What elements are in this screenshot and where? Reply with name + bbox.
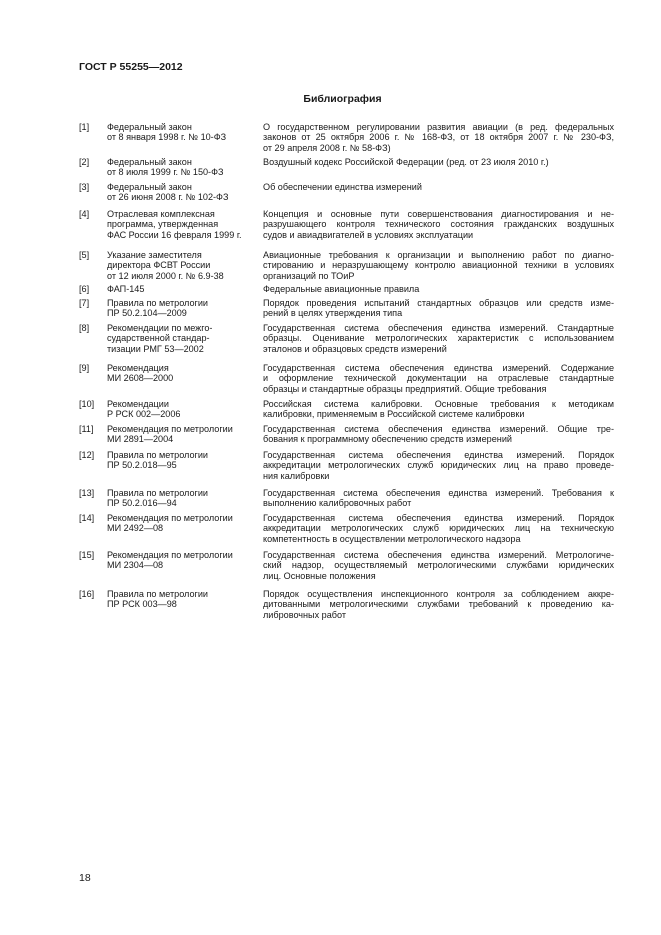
- source-line: ПР 50.2.016—94: [107, 498, 177, 509]
- description-line: Авиационные требования к организации и выполнению работ по диагно-: [263, 250, 614, 260]
- page-number: 18: [79, 872, 91, 884]
- entry-source: [107, 363, 255, 384]
- entry-description: [263, 284, 614, 294]
- source-line: программа, утвержденная: [107, 219, 219, 230]
- entry-description: [263, 424, 614, 445]
- source-line: ФАП-145: [107, 284, 145, 294]
- entry-number: [10]: [79, 399, 95, 409]
- description-line: аккредитации метрологических служб юридических лиц на техническую: [263, 523, 614, 534]
- source-line: Рекомендации по межго-: [107, 323, 213, 333]
- source-line: Федеральный закон: [107, 157, 192, 167]
- entry-source: [107, 298, 255, 319]
- source-line: МИ 2608—2000: [107, 373, 174, 384]
- description-line: судов и авиадвигателей в условиях эксплуатации: [263, 229, 474, 240]
- description-line: Порядок проведения испытаний стандартных образцов или средств изме-: [263, 298, 614, 308]
- source-line: Рекомендации: [107, 399, 169, 409]
- source-line: МИ 2891—2004: [107, 434, 174, 445]
- description-line: ния калибровки: [263, 470, 330, 481]
- source-line: тизации РМГ 53—2002: [107, 343, 204, 354]
- entry-description: [263, 550, 614, 581]
- description-line: Воздушный кодекс Российской Федерации (ред. от 23 июля 2010 г.): [263, 157, 549, 167]
- entry-number: [8]: [79, 323, 90, 333]
- description-line: и оформление технической документации на отраслевые стандартные: [263, 373, 614, 384]
- description-line: образцы. Оценивание метрологических характеристик с использованием: [263, 333, 614, 344]
- entry-source: [107, 424, 255, 445]
- source-line: Федеральный закон: [107, 182, 192, 192]
- entry-source: [107, 182, 255, 203]
- source-line: ПР 50.2.104—2009: [107, 308, 187, 319]
- entry-number: [5]: [79, 250, 90, 260]
- entry-description: [263, 298, 614, 319]
- entry-number: [11]: [79, 424, 94, 434]
- entry-description: [263, 122, 614, 153]
- source-line: Рекомендация по метрологии: [107, 513, 233, 523]
- source-line: сударственной стандар-: [107, 333, 210, 344]
- source-line: Правила по метрологии: [107, 450, 208, 460]
- source-line: Правила по метрологии: [107, 488, 208, 498]
- entry-number: [13]: [79, 488, 95, 498]
- entry-description: [263, 513, 614, 544]
- description-line: законов от 25 октября 2006 г. № 168-ФЗ, от 18 октября 2007 г. № 230-ФЗ,: [263, 132, 614, 143]
- description-line: разрушающего контроля технического состояния гражданских воздушных: [263, 219, 614, 230]
- description-line: ский надзор, осуществляемый метрологическими службами юридических: [263, 560, 614, 571]
- source-line: МИ 2304—08: [107, 560, 164, 571]
- source-line: от 26 июня 2008 г. № 102-ФЗ: [107, 192, 229, 203]
- source-line: от 12 июля 2000 г. № 6.9-38: [107, 270, 224, 281]
- source-line: от 8 июля 1999 г. № 150-ФЗ: [107, 167, 224, 178]
- description-line: Государственная система обеспечения единства измерений. Порядок: [263, 450, 614, 460]
- description-line: калибровки, применяемым в Российской системе калибровки: [263, 409, 525, 420]
- bibliography-title: Библиография: [303, 93, 382, 105]
- entry-description: [263, 488, 614, 509]
- entry-source: [107, 323, 255, 354]
- entry-description: [263, 250, 614, 281]
- description-line: лиц. Основные положения: [263, 570, 376, 581]
- source-line: Р РСК 002—2006: [107, 409, 181, 420]
- entry-description: [263, 363, 614, 394]
- entry-number: [15]: [79, 550, 95, 560]
- description-line: Государственная система обеспечения единства измерений. Порядок: [263, 513, 614, 523]
- entry-source: [107, 513, 255, 534]
- entry-source: [107, 589, 255, 610]
- entry-source: [107, 209, 255, 240]
- entry-number: [14]: [79, 513, 95, 523]
- source-line: Рекомендация по метрологии: [107, 550, 233, 560]
- entry-source: [107, 250, 255, 281]
- description-line: Государственная система обеспечения единства измерений. Требования к: [263, 488, 614, 498]
- entry-description: [263, 157, 614, 167]
- source-line: ПР 50.2.018—95: [107, 460, 177, 471]
- entry-number: [1]: [79, 122, 90, 132]
- description-line: рений в целях утверждения типа: [263, 308, 403, 319]
- source-line: от 8 января 1998 г. № 10-ФЗ: [107, 132, 227, 143]
- entry-number: [7]: [79, 298, 90, 308]
- standard-code: ГОСТ Р 55255—2012: [79, 61, 183, 73]
- source-line: Правила по метрологии: [107, 298, 208, 308]
- source-line: Отраслевая комплексная: [107, 209, 215, 219]
- description-line: бования к программному обеспечению средств измерений: [263, 434, 512, 445]
- description-line: образцы и стандартные образцы предприятий. Общие требования: [263, 383, 547, 394]
- entry-source: [107, 157, 255, 178]
- description-line: Государственная система обеспечения единства измерений. Содержание: [263, 363, 614, 373]
- description-line: Российская система калибровки. Основные требования к методикам: [263, 399, 614, 409]
- entry-source: [107, 122, 255, 143]
- source-line: ПР РСК 003—98: [107, 599, 177, 610]
- description-line: организаций по ТОиР: [263, 270, 355, 281]
- description-line: Государственная система обеспечения единства измерений. Метрологиче-: [263, 550, 614, 560]
- entry-number: [3]: [79, 182, 90, 192]
- description-line: Концепция и основные пути совершенствования диагностирования и не-: [263, 209, 614, 219]
- entry-number: [9]: [79, 363, 90, 373]
- description-line: Государственная система обеспечения единства измерений. Общие тре-: [263, 424, 614, 434]
- source-line: Рекомендация: [107, 363, 169, 373]
- source-line: ФАС России 16 февраля 1999 г.: [107, 229, 242, 240]
- entry-source: [107, 550, 255, 571]
- description-line: О государственном регулировании развития авиации (в ред. федеральных: [263, 122, 614, 132]
- description-line: Федеральные авиационные правила: [263, 284, 420, 294]
- description-line: стированию и неразрушающему контролю авиационной техники в условиях: [263, 260, 614, 271]
- entry-description: [263, 209, 614, 240]
- entry-description: [263, 450, 614, 481]
- description-line: Порядок осуществления инспекционного контроля за соблюдением аккре-: [263, 589, 614, 599]
- description-line: от 29 апреля 2008 г. № 58-ФЗ): [263, 142, 391, 153]
- entry-description: [263, 323, 614, 354]
- entry-number: [2]: [79, 157, 90, 167]
- entry-description: [263, 399, 614, 420]
- description-line: выполнению калибровочных работ: [263, 498, 412, 509]
- entry-description: [263, 589, 614, 620]
- entry-description: [263, 182, 614, 192]
- description-line: компетентность в осуществлении метрологического надзора: [263, 533, 521, 544]
- entry-source: [107, 450, 255, 471]
- entry-source: [107, 399, 255, 420]
- source-line: директора ФСВТ России: [107, 260, 211, 271]
- entry-number: [6]: [79, 284, 90, 294]
- source-line: Указание заместителя: [107, 250, 202, 260]
- entry-number: [12]: [79, 450, 95, 460]
- entry-source: [107, 488, 255, 509]
- description-line: Об обеспечении единства измерений: [263, 182, 422, 192]
- description-line: аккредитации метрологических служб юридических лиц на право проведе-: [263, 460, 614, 471]
- source-line: Правила по метрологии: [107, 589, 208, 599]
- entry-number: [16]: [79, 589, 95, 599]
- description-line: либровочных работ: [263, 609, 347, 620]
- source-line: Федеральный закон: [107, 122, 192, 132]
- description-line: дитованными метрологическими службами требований к проведению ка-: [263, 599, 614, 610]
- source-line: МИ 2492—08: [107, 523, 164, 534]
- entry-number: [4]: [79, 209, 90, 219]
- source-line: Рекомендация по метрологии: [107, 424, 233, 434]
- entry-source: [107, 284, 255, 294]
- description-line: Государственная система обеспечения единства измерений. Стандартные: [263, 323, 614, 333]
- description-line: эталонов и образцовых средств измерений: [263, 343, 447, 354]
